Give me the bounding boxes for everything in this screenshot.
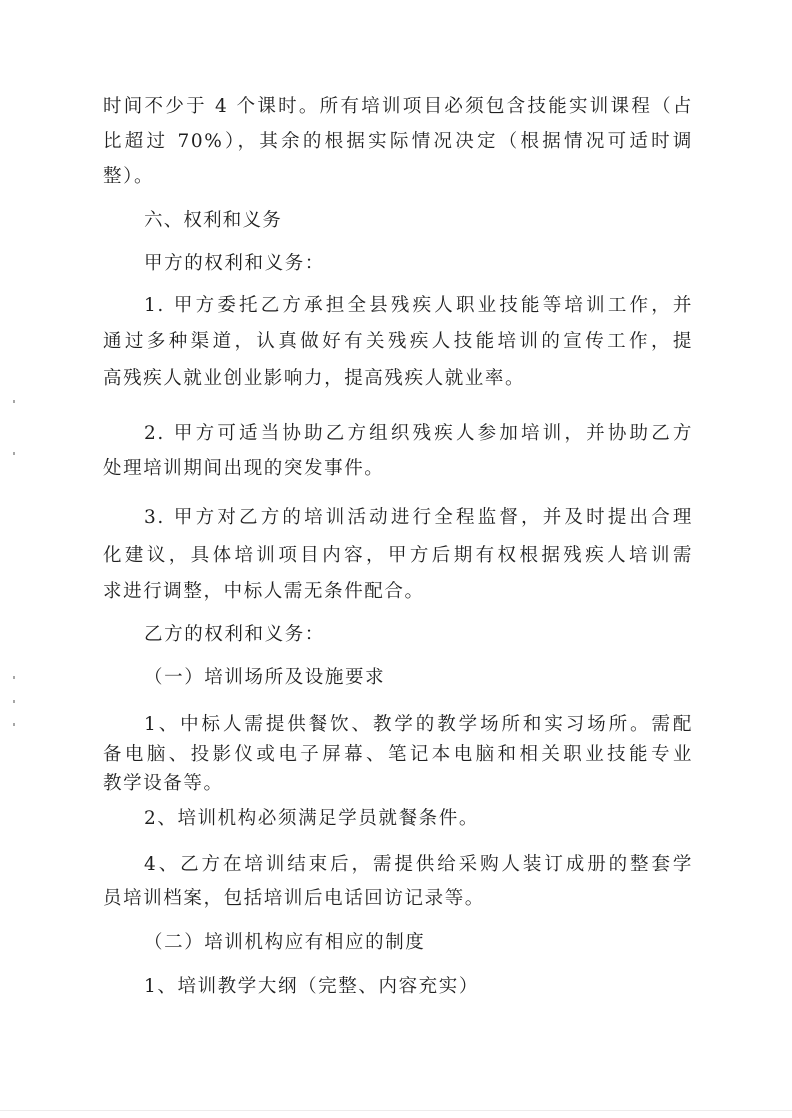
paragraph-line: 求进行调整，中标人需无条件配合。 [103,581,425,602]
scan-mark [13,676,15,679]
paragraph-line: 4、乙方在培训结束后，需提供给采购人装订成册的整套学 [144,854,693,875]
scan-mark [13,700,15,703]
paragraph-line: 1、培训教学大纲（完整、内容充实） [144,976,479,997]
paragraph-line: 2. 甲方可适当协助乙方组织残疾人参加培训，并协助乙方 [144,423,693,444]
paragraph-line: 时间不少于 4 个课时。所有培训项目必须包含技能实训课程（占 [103,96,693,117]
paragraph-line: 1、中标人需提供餐饮、教学的教学场所和实习场所。需配 [144,714,693,735]
paragraph-line: 1. 甲方委托乙方承担全县残疾人职业技能等培训工作，并 [144,295,693,316]
paragraph-line: 化建议，具体培训项目内容，甲方后期有权根据残疾人培训需 [103,545,693,566]
scan-mark [13,400,15,403]
page-edge [0,1110,792,1111]
subsection-heading: 甲方的权利和义务： [144,253,325,274]
paragraph-line: 3. 甲方对乙方的培训活动进行全程监督，并及时提出合理 [144,507,693,528]
scan-mark [13,723,15,726]
paragraph-line: 高残疾人就业创业影响力，提高残疾人就业率。 [103,368,526,389]
subsection-heading: （一）培训场所及设施要求 [144,667,386,688]
paragraph-line: 比超过 70%），其余的根据实际情况决定（根据情况可适时调 [103,131,693,152]
paragraph-line: 处理培训期间出现的突发事件。 [103,458,385,479]
paragraph-line: 备电脑、投影仪或电子屏幕、笔记本电脑和相关职业技能专业 [103,744,693,765]
subsection-heading: （二）培训机构应有相应的制度 [144,932,426,953]
paragraph-line: 通过多种渠道，认真做好有关残疾人技能培训的宣传工作，提 [103,331,693,352]
paragraph-line: 2、培训机构必须满足学员就餐条件。 [144,808,479,829]
scan-mark [13,452,15,455]
paragraph-line: 员培训档案，包括培训后电话回访记录等。 [103,888,485,909]
paragraph-line: 整）。 [103,166,155,187]
paragraph-line: 教学设备等。 [103,773,224,794]
section-heading: 六、权利和义务 [144,210,282,231]
subsection-heading: 乙方的权利和义务： [144,624,325,645]
